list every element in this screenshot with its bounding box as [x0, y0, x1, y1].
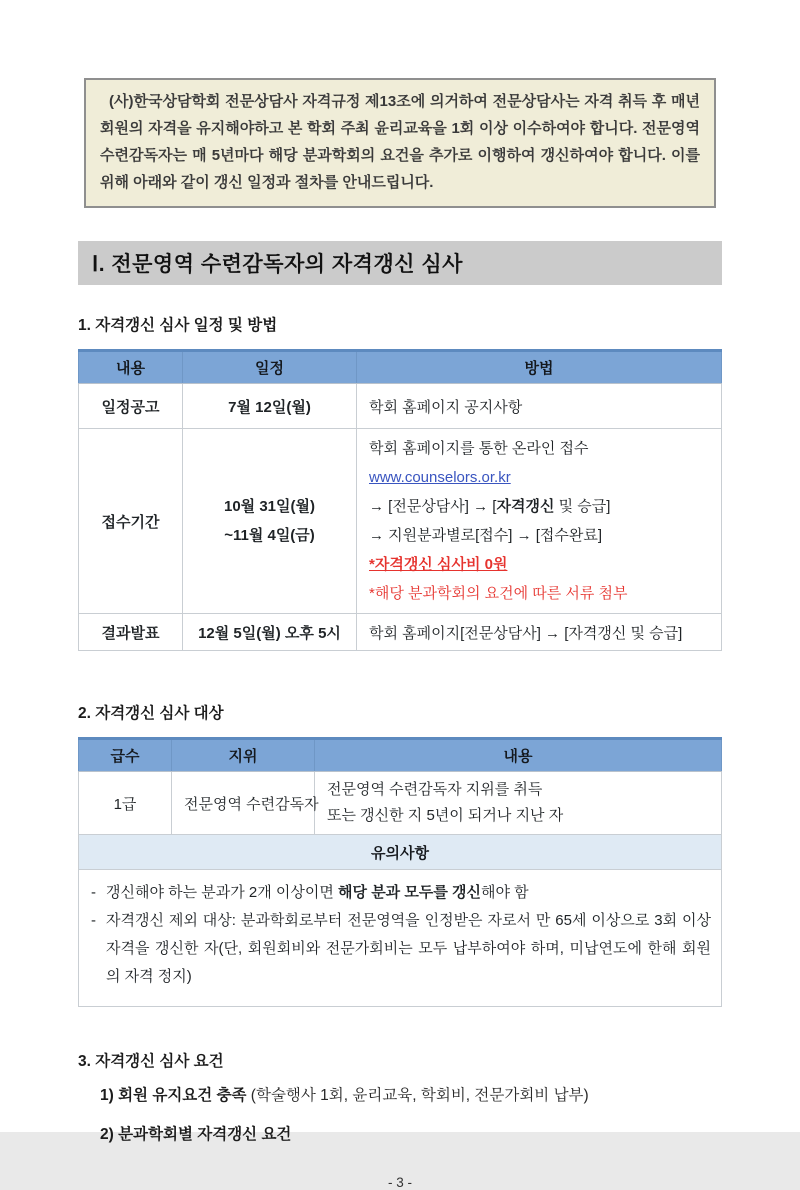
announce-label: 일정공고: [79, 384, 183, 429]
apply-method-line3: [369, 492, 709, 521]
section-title: Ⅰ. 전문영역 수련감독자의 자격갱신 심사: [92, 253, 463, 276]
announce-method: 학회 홈페이지 공지사항: [357, 384, 722, 429]
apply-date: [183, 429, 357, 614]
notice-text: (사)한국상담학회 전문상담사 자격규정 제13조에 의거하여 전문상담사는 자격 취득 후 매년 회원의 자격을 유지해야하고 본 학회 주최 윤리교육을 1회 이상 이수하여야 합니다. 전문영역 수련감독자는 매 5년마다 해당 분과학회의 요건을 추가로 이행하여 갱신하여야 합니다. 이를 위해 아래와 같이 갱신 일정과 절차를 안내드립니다.: [100, 93, 700, 191]
result-label: 결과발표: [79, 614, 183, 651]
table-row: [79, 772, 722, 835]
grade-cell: 1급: [79, 772, 172, 835]
note1-post: 해야 함: [480, 884, 529, 901]
schedule-header-row: [79, 351, 722, 384]
desc-line2: 또는 갱신한 지 5년이 되거나 지난 자: [327, 807, 564, 824]
requirement-item-2: 2) 분과학회별 자격갱신 요건: [100, 1126, 292, 1143]
bullet-dash: -: [91, 912, 96, 929]
list-item: [89, 879, 711, 907]
table-row: [79, 384, 722, 429]
target-table: [78, 737, 722, 1007]
caution-band-title: 유의사항: [79, 835, 722, 870]
line3-post: 및 승급]: [554, 498, 611, 515]
line3-bold: 자격갱신: [496, 498, 555, 515]
desc-cell: [315, 772, 722, 835]
list-item: [89, 907, 711, 991]
header-cell-method: 방법: [357, 351, 722, 384]
table-row: [79, 614, 722, 651]
position-cell: 전문영역 수련감독자: [172, 772, 315, 835]
section-title-bar: [78, 241, 722, 285]
table-row: [79, 429, 722, 614]
note1-bold: 해당 분과 모두를 갱신: [338, 884, 481, 901]
announce-date: 7월 12일(월): [183, 384, 357, 429]
caution-notes-row: [79, 870, 722, 1007]
bullet-dash: -: [91, 884, 96, 901]
apply-method-line1: 학회 홈페이지를 통한 온라인 접수: [369, 440, 589, 457]
document-note: *해당 분과학회의 요건에 따른 서류 첨부: [369, 585, 628, 602]
desc-line1: 전문영역 수련감독자 지위를 취득: [327, 781, 543, 798]
fee-note: *자격갱신 심사비 0원: [369, 556, 508, 573]
result-date: 12월 5일(월) 오후 5시: [183, 614, 357, 651]
result-method: 학회 홈페이지[전문상담사] → [자격갱신 및 승급]: [357, 614, 722, 651]
schedule-heading: 1. 자격갱신 심사 일정 및 방법: [78, 317, 278, 334]
header-cell-content: 내용: [79, 351, 183, 384]
requirement-item-1: [100, 1082, 722, 1110]
apply-date-line2: ~11월 4일(금): [224, 527, 315, 544]
header-cell-desc: 내용: [315, 739, 722, 772]
apply-label: 접수기간: [79, 429, 183, 614]
apply-method: [357, 429, 722, 614]
header-cell-position: 지위: [172, 739, 315, 772]
page-number: - 3 -: [387, 1175, 412, 1190]
schedule-table: [78, 349, 722, 651]
target-header-row: [79, 739, 722, 772]
target-heading: 2. 자격갱신 심사 대상: [78, 705, 224, 722]
line3-pre: → [전문상담사] → [: [369, 498, 497, 515]
header-cell-grade: 급수: [79, 739, 172, 772]
caution-notes-cell: [79, 870, 722, 1007]
caution-band-row: [79, 835, 722, 870]
website-link[interactable]: www.counselors.or.kr: [369, 469, 511, 486]
note2-text: 자격갱신 제외 대상: 분과학회로부터 전문영역을 인정받은 자로서 만 65세 이상으로 3회 이상 자격을 갱신한 자(단, 회원회비와 전문가회비는 모두 납부하여야 하며, 미납연도에 한해 회원의 자격 정지): [106, 912, 711, 985]
note1-pre: 갱신해야 하는 분과가 2개 이상이면: [106, 884, 339, 901]
apply-method-link-line: [369, 463, 709, 492]
notice-box: [84, 78, 716, 208]
header-cell-date: 일정: [183, 351, 357, 384]
requirements-heading: 3. 자격갱신 심사 요건: [78, 1053, 224, 1070]
apply-method-line4: → 지원분과별로[접수] → [접수완료]: [369, 527, 603, 544]
apply-date-line1: 10월 31일(월): [224, 498, 315, 515]
note1-text: [106, 879, 711, 907]
req1-rest: (학술행사 1회, 윤리교육, 학회비, 전문가회비 납부): [246, 1087, 589, 1104]
req1-bold: 1) 회원 유지요건 충족: [100, 1087, 247, 1104]
